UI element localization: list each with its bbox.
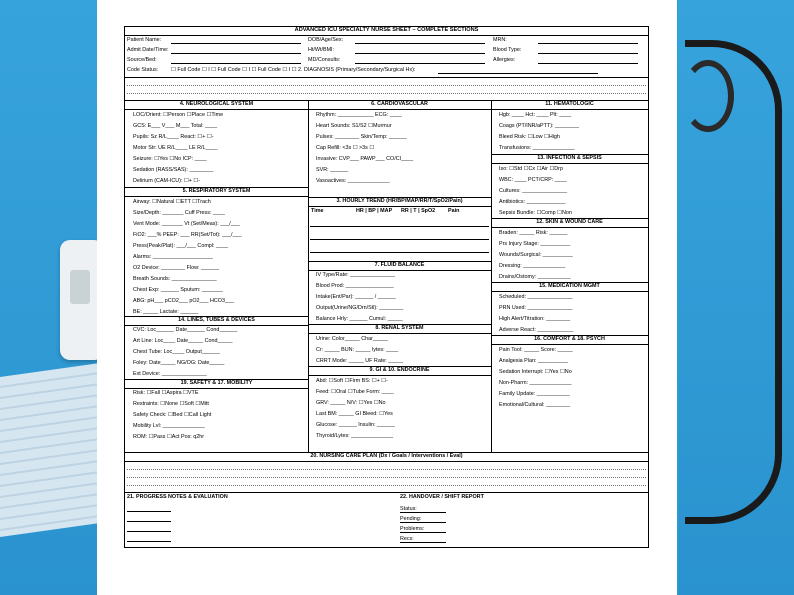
- fluid-line[interactable]: Balance Hrly: ______ Cumul: _____: [316, 316, 403, 322]
- trend-col-time: Time: [311, 208, 324, 214]
- skin-line[interactable]: Drains/Ostomy: ___________: [499, 274, 571, 280]
- trend-col-rr-t: RR | T | SpO2: [401, 208, 436, 214]
- progress-line[interactable]: [127, 516, 171, 522]
- meds-line[interactable]: Adverse React: ____________: [499, 327, 574, 333]
- gi-line[interactable]: Glucose: ______ Insulin: ______: [316, 422, 395, 428]
- heme-header: 11. HEMATOLOGIC: [545, 101, 594, 107]
- gi-header: 9. GI & 10. ENDOCRINE: [369, 367, 430, 373]
- patient-name-label: Patient Name:: [127, 37, 162, 43]
- neuro-line[interactable]: Sedation (RASS/SAS): ________: [133, 167, 214, 173]
- handover-status-field[interactable]: [400, 507, 446, 513]
- ht-field[interactable]: [355, 48, 485, 54]
- progress-line[interactable]: [127, 526, 171, 532]
- mrn-field[interactable]: [538, 38, 638, 44]
- paper-sheet: [97, 0, 677, 595]
- infection-line[interactable]: Antibiotics: _____________: [499, 199, 566, 205]
- resp-line[interactable]: FiO2: ___% PEEP: ___ RR(Set/Tot): ___/___: [133, 232, 242, 238]
- neuro-line[interactable]: LOC/Orient: ☐Person ☐Place ☐Time: [133, 112, 224, 118]
- resp-line[interactable]: Vent Mode: _______ Vt (Set/Meas): ___/___: [133, 221, 240, 227]
- respiratory-header: 5. RESPIRATORY SYSTEM: [182, 188, 251, 194]
- safety-line[interactable]: Risk: ☐Fall ☐Aspira ☐VTE: [133, 390, 199, 396]
- skin-line[interactable]: Dressing: ______________: [499, 263, 566, 269]
- lines-tubes-line[interactable]: Chest Tube: Loc____ Output______: [133, 349, 220, 355]
- heme-line[interactable]: Bleed Risk: ☐Low ☐High: [499, 134, 560, 140]
- surgical-mask: [0, 363, 100, 537]
- trend-row[interactable]: [310, 226, 489, 227]
- ht-label: Ht/Wt/BMI:: [308, 47, 335, 53]
- resp-line[interactable]: BE: _____ Lactate: ______: [133, 309, 199, 315]
- safety-line[interactable]: Restraints: ☐None ☐Soft ☐Mitt: [133, 401, 209, 407]
- dob-label: DOB/Age/Sex:: [308, 37, 344, 43]
- icu-nurse-sheet: [124, 26, 649, 548]
- fluid-line[interactable]: Blood Prod: ________________: [316, 283, 394, 289]
- resp-line[interactable]: Alarms: ____________________: [133, 254, 213, 260]
- safety-line[interactable]: Safety Check: ☐Bed ☐Call Light: [133, 412, 212, 418]
- progress-line[interactable]: [127, 506, 171, 512]
- safety-line[interactable]: ROM: ☐Pass ☐Act Pos: q2hr: [133, 434, 205, 440]
- resp-line[interactable]: Press(Peak/Plat): ___/___ Compl: ____: [133, 243, 228, 249]
- neuro-line[interactable]: Delirium (CAM-ICU): ☐+ ☐-: [133, 178, 201, 184]
- care-plan-header: 20. NURSING CARE PLAN (Dx / Goals / Interventions / Eval): [310, 453, 463, 459]
- trend-col-pain: Pain: [448, 208, 460, 214]
- source-field[interactable]: [171, 58, 301, 64]
- cardio-line[interactable]: SVR: ______: [316, 167, 349, 173]
- heme-line[interactable]: Transfusions: ______________: [499, 145, 575, 151]
- neuro-line[interactable]: Pupils: Sz R/L____ React: ☐+ ☐-: [133, 134, 214, 140]
- fluid-line[interactable]: Intake(Ent/Par): ______ / ______: [316, 294, 396, 300]
- cardio-line[interactable]: Heart Sounds: S1/S2 ☐Murmur: [316, 123, 392, 129]
- fluid-header: 7. FLUID BALANCE: [374, 262, 425, 268]
- allergies-label: Allergies:: [493, 57, 516, 63]
- comfort-line[interactable]: Sedation Interrupt: ☐Yes ☐No: [499, 369, 572, 375]
- diagnosis-field[interactable]: [438, 68, 598, 74]
- resp-line[interactable]: Chest Exp: ______ Sputum: _______: [133, 287, 223, 293]
- gi-line[interactable]: Feed: ☐Oral ☐Tube Form: ____: [316, 389, 394, 395]
- safety-line[interactable]: Mobility Lvl: ______________: [133, 423, 205, 429]
- comfort-line[interactable]: Non-Pharm: ______________: [499, 380, 572, 386]
- trend-row[interactable]: [310, 252, 489, 253]
- safety-header: 19. SAFETY & 17. MOBILITY: [180, 380, 253, 386]
- mrn-label: MRN:: [493, 37, 507, 43]
- trend-header: 3. HOURLY TREND (HR/BP/MAP/RR/T/SpO2/Pain): [336, 198, 463, 204]
- blood-type-field[interactable]: [538, 48, 638, 54]
- meds-line[interactable]: Scheduled: _______________: [499, 294, 573, 300]
- handover-recs-field[interactable]: [400, 537, 446, 543]
- resp-line[interactable]: Size/Depth: _______ Cuff Press: ____: [133, 210, 225, 216]
- lines-tubes-line[interactable]: Foley: Date_____ NG/OG: Date_____: [133, 360, 225, 366]
- cardio-line[interactable]: Vasoactives: ______________: [316, 178, 390, 184]
- code-status-options[interactable]: ☐ Full Code ☐ I ☐ Full Code ☐ I ☐ Full Code ☐ I ☐ 2. DIAGNOSIS (Primary/Secondary/Surgical Hx):: [171, 67, 416, 73]
- patient-name-field[interactable]: [171, 38, 301, 44]
- handover-recs-label: Recs:: [400, 536, 414, 542]
- lines-tubes-line[interactable]: CVC: Loc______ Date______ Cond______: [133, 327, 238, 333]
- cardio-line[interactable]: Pulses: ________ Skin/Temp: ______: [316, 134, 407, 140]
- stethoscope-earpiece: [682, 60, 734, 132]
- handover-header: 22. HANDOVER / SHIFT REPORT: [400, 494, 484, 500]
- gi-line[interactable]: Thyroid/Lytes: ______________: [316, 433, 394, 439]
- renal-header: 8. RENAL SYSTEM: [375, 325, 424, 331]
- heme-line[interactable]: Coags (PT/INR/aPTT): ________: [499, 123, 579, 129]
- renal-line[interactable]: Cr: _____ BUN: _____ lytes: ____: [316, 347, 399, 353]
- care-plan-line[interactable]: [127, 485, 646, 486]
- resp-line[interactable]: ABG: pH___ pCO2___ pO2___ HCO3___: [133, 298, 234, 304]
- skin-line[interactable]: Wounds/Surgical: __________: [499, 252, 573, 258]
- infection-line[interactable]: Iso: ☐Std ☐Cx ☐Air ☐Drp: [499, 166, 563, 172]
- handover-pending-label: Pending:: [400, 516, 422, 522]
- lines-tubes-line[interactable]: Ext Device: _______________: [133, 371, 207, 377]
- care-plan-line[interactable]: [127, 469, 646, 470]
- lines-tubes-line[interactable]: Art Line: Loc____ Date_____ Cond_____: [133, 338, 233, 344]
- handover-problems-field[interactable]: [400, 527, 446, 533]
- progress-line[interactable]: [127, 536, 171, 542]
- comfort-line[interactable]: Pain Tool: _____ Score: _____: [499, 347, 573, 353]
- lines-tubes-header: 14. LINES, TUBES & DEVICES: [178, 317, 255, 323]
- gi-line[interactable]: GRV: _____ N/V: ☐Yes ☐No: [316, 400, 386, 406]
- neuro-header: 4. NEUROLOGICAL SYSTEM: [179, 101, 254, 107]
- comfort-header: 16. COMFORT & 18. PSYCH: [534, 336, 605, 342]
- dob-field[interactable]: [355, 38, 485, 44]
- md-field[interactable]: [355, 58, 485, 64]
- sheet-title: ADVANCED ICU SPECIALTY NURSE SHEET – COMPLETE SECTIONS: [294, 27, 479, 33]
- cardio-header: 6. CARDIOVASCULAR: [371, 101, 428, 107]
- gi-line[interactable]: Abd: ☐Soft ☐Firm BS: ☐+ ☐-: [316, 378, 388, 384]
- meds-line[interactable]: PRN Used: _______________: [499, 305, 573, 311]
- heme-line[interactable]: Hgb: ____ Hct: ____ Plt: ____: [499, 112, 572, 118]
- comfort-line[interactable]: Analgesia Plan: __________: [499, 358, 568, 364]
- renal-line[interactable]: Urine: Color_____ Char_____: [316, 336, 388, 342]
- handover-problems-label: Problems:: [400, 526, 425, 532]
- device-screen: [70, 270, 90, 304]
- progress-header: 21. PROGRESS NOTES & EVALUATION: [127, 494, 228, 500]
- resp-line[interactable]: O2 Device: ________ Flow: ______: [133, 265, 220, 271]
- trend-col-hr-bp: HR | BP | MAP: [356, 208, 393, 214]
- admit-field[interactable]: [171, 48, 301, 54]
- blood-type-label: Blood Type:: [493, 47, 522, 53]
- skin-header: 12. SKIN & WOUND CARE: [536, 219, 603, 225]
- meds-header: 15. MEDICATION MGMT: [539, 283, 600, 289]
- skin-line[interactable]: Prs Injury Stage: __________: [499, 241, 571, 247]
- neuro-line[interactable]: Seizure: ☐Yes ☐No ICP: ____: [133, 156, 207, 162]
- resp-line[interactable]: Breath Sounds: _______________: [133, 276, 217, 282]
- care-plan-line[interactable]: [127, 477, 646, 478]
- comfort-line[interactable]: Emotional/Cultural: ________: [499, 402, 571, 408]
- code-status-label: Code Status:: [127, 67, 159, 73]
- infection-line[interactable]: Sepsis Bundle: ☐Comp ☐Non: [499, 210, 572, 216]
- infection-header: 13. INFECTION & SEPSIS: [537, 155, 602, 161]
- source-label: Source/Bed:: [127, 57, 157, 63]
- infection-line[interactable]: WBC: ____ PCT/CRP: ____: [499, 177, 567, 183]
- cardio-line[interactable]: Rhythm: ____________ ECG: ____: [316, 112, 402, 118]
- fluid-line[interactable]: Output(Urine/NG/Drn/Stl): ________: [316, 305, 404, 311]
- resp-line[interactable]: Airway: ☐Natural ☐ETT ☐Trach: [133, 199, 211, 205]
- allergies-field[interactable]: [538, 58, 638, 64]
- handover-pending-field[interactable]: [400, 517, 446, 523]
- cardio-line[interactable]: Cap Refill: <3s ☐ >3s ☐: [316, 145, 375, 151]
- trend-row[interactable]: [310, 239, 489, 240]
- cardio-line[interactable]: Invasive: CVP___ PAWP___ CO/CI____: [316, 156, 414, 162]
- fluid-line[interactable]: IV Type/Rate: _______________: [316, 272, 396, 278]
- comfort-line[interactable]: Family Update: ___________: [499, 391, 570, 397]
- handover-status-label: Status:: [400, 506, 417, 512]
- skin-line[interactable]: Braden: _____ Risk: ______: [499, 230, 568, 236]
- gi-line[interactable]: Last BM: _____ GI Bleed: ☐Yes: [316, 411, 393, 417]
- admit-label: Admit Date/Time:: [127, 47, 169, 53]
- infection-line[interactable]: Cultures: _______________: [499, 188, 568, 194]
- md-label: MD/Consults:: [308, 57, 341, 63]
- meds-line[interactable]: High Alert/Titration: ________: [499, 316, 571, 322]
- renal-line[interactable]: CRRT Mode: _____ UF Rate: _____: [316, 358, 404, 364]
- neuro-line[interactable]: GCS: E___ V___ M___ Total: ____: [133, 123, 218, 129]
- neuro-line[interactable]: Motor Str: UE R/L____ LE R/L____: [133, 145, 218, 151]
